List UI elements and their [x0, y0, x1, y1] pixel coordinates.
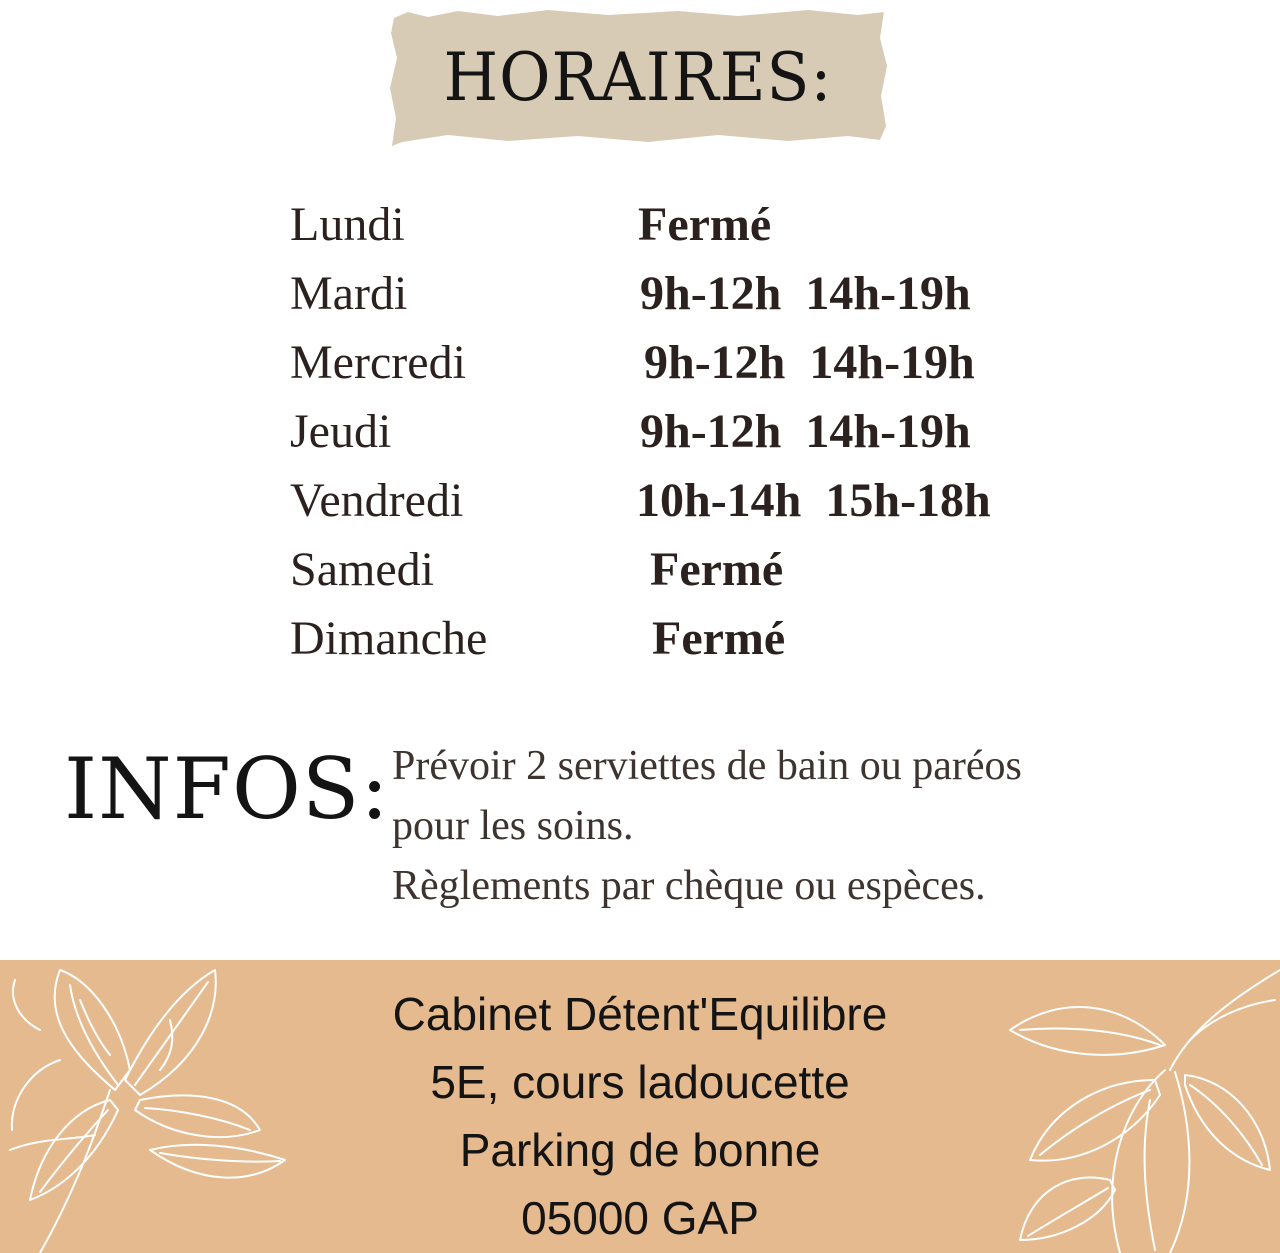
hours-value: Fermé	[638, 198, 772, 251]
infos-line: Règlements par chèque ou espèces.	[392, 863, 986, 909]
address-block	[0, 980, 1280, 1252]
schedule-row	[290, 328, 1010, 397]
infos-line: Prévoir 2 serviettes de bain ou paréos	[392, 743, 1022, 789]
page-title: HORAIRES:	[443, 38, 833, 116]
day-label: Jeudi	[290, 405, 392, 458]
day-label: Lundi	[290, 198, 405, 251]
schedule-row	[290, 604, 1010, 673]
hours-value: 9h-12h 14h-19h	[640, 267, 971, 320]
schedule-row	[290, 259, 1010, 328]
day-label: Mardi	[290, 267, 408, 320]
schedule-row	[290, 466, 1010, 535]
business-name: Cabinet Détent'Equilibre	[392, 988, 888, 1040]
hours-value: 9h-12h 14h-19h	[640, 405, 971, 458]
address-footer	[0, 960, 1280, 1253]
day-label: Dimanche	[290, 612, 488, 665]
hours-value: Fermé	[652, 612, 786, 665]
day-label: Samedi	[290, 543, 434, 596]
address-parking: Parking de bonne	[459, 1124, 821, 1176]
infos-line: pour les soins.	[392, 803, 634, 849]
address-city: 05000 GAP	[521, 1192, 759, 1244]
address-street: 5E, cours ladoucette	[430, 1056, 850, 1108]
hours-value: 9h-12h 14h-19h	[644, 336, 975, 389]
title-tape	[388, 8, 888, 146]
hours-value: 10h-14h 15h-18h	[636, 474, 991, 527]
day-label: Vendredi	[290, 474, 464, 527]
schedule-table	[290, 190, 1010, 673]
schedule-row	[290, 397, 1010, 466]
infos-label: INFOS:	[64, 740, 390, 838]
schedule-row	[290, 190, 1010, 259]
schedule-row	[290, 535, 1010, 604]
day-label: Mercredi	[290, 336, 466, 389]
hours-value: Fermé	[650, 543, 784, 596]
infos-text	[392, 736, 1252, 916]
